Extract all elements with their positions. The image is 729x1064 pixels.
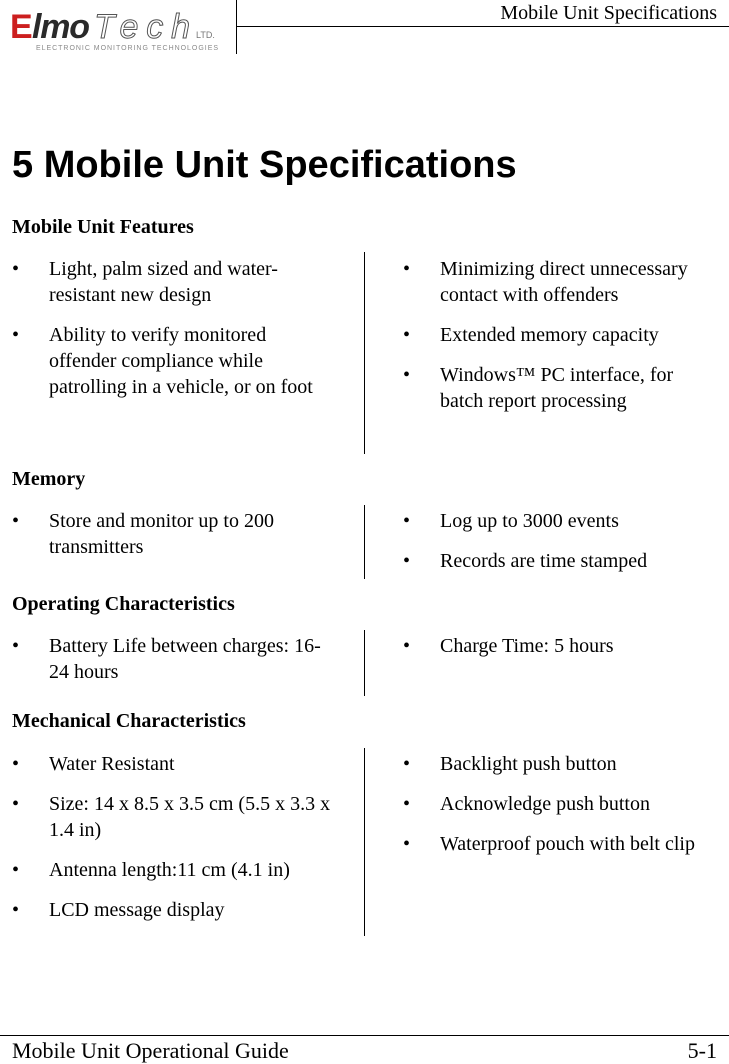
footer-guide-title: Mobile Unit Operational Guide — [12, 1038, 289, 1063]
list-item: • Waterproof pouch with belt clip — [403, 831, 721, 857]
list-item: • Store and monitor up to 200 transmitters — [12, 508, 337, 560]
list-item: • Records are time stamped — [403, 548, 721, 574]
memory-list-left — [12, 508, 337, 574]
header-divider-horizontal — [236, 26, 729, 27]
list-item: • Acknowledge push button — [403, 791, 721, 817]
column-divider — [364, 748, 365, 936]
list-item: • Water Resistant — [12, 751, 337, 777]
list-item: • Extended memory capacity — [403, 322, 721, 348]
mechanical-list-right — [403, 751, 721, 871]
page-number: 5-1 — [687, 1038, 717, 1063]
elmotech-logo — [10, 4, 222, 54]
operating-list-left — [12, 633, 337, 699]
column-divider — [364, 252, 365, 454]
features-list-left — [12, 256, 337, 414]
svg-text:LTD.: LTD. — [196, 30, 215, 40]
list-item: • Minimizing direct unnecessary contact with offenders — [403, 256, 721, 308]
svg-text:E: E — [10, 8, 33, 46]
list-item: • Ability to verify monitored offender compliance while patrolling in a vehicle, or on foot — [12, 322, 337, 400]
list-item: • Windows™ PC interface, for batch report processing — [403, 362, 721, 414]
section-heading-mechanical: Mechanical Characteristics — [12, 710, 246, 732]
svg-text:Tech: Tech — [94, 8, 190, 46]
list-item: • Light, palm sized and water-resistant new design — [12, 256, 337, 308]
operating-list-right — [403, 633, 721, 673]
list-item: • Antenna length:11 cm (4.1 in) — [12, 857, 337, 883]
column-divider — [364, 630, 365, 696]
section-heading-operating: Operating Characteristics — [12, 593, 235, 615]
section-heading-features: Mobile Unit Features — [12, 216, 194, 238]
list-item: • Log up to 3000 events — [403, 508, 721, 534]
memory-list-right — [403, 508, 721, 588]
header-divider-vertical — [236, 0, 237, 54]
svg-text:lmo: lmo — [32, 8, 90, 46]
list-item: • Backlight push button — [403, 751, 721, 777]
list-item: • Size: 14 x 8.5 x 3.5 cm (5.5 x 3.3 x 1.4 in) — [12, 791, 337, 843]
column-divider — [364, 505, 365, 579]
svg-text:ELECTRONIC MONITORING TECHNOLO: ELECTRONIC MONITORING TECHNOLOGIES — [36, 45, 219, 52]
running-header-title: Mobile Unit Specifications — [500, 2, 717, 24]
list-item: • LCD message display — [12, 897, 337, 923]
mechanical-list-left — [12, 751, 337, 937]
list-item: • Battery Life between charges: 16-24 hours — [12, 633, 337, 685]
features-list-right — [403, 256, 721, 428]
section-heading-memory: Memory — [12, 468, 86, 490]
chapter-title: 5 Mobile Unit Specifications — [12, 144, 517, 186]
footer-divider — [0, 1035, 729, 1036]
list-item: • Charge Time: 5 hours — [403, 633, 721, 659]
